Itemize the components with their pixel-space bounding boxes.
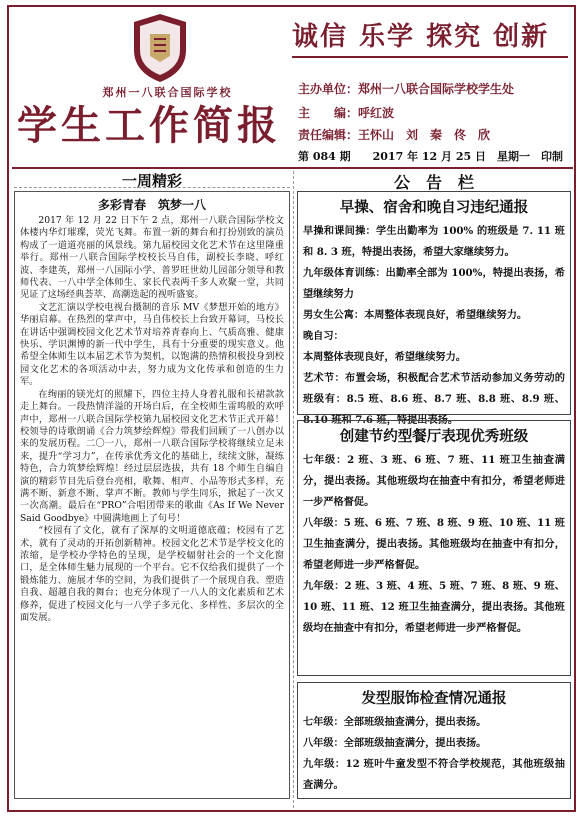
canteen-notice-item: 七年级：2 班、3 班、6 班、7 班、11 班卫生抽查满分，提出表扬。其他班级均在抽查中有扣分，希望老师进一步严格督促。 (303, 454, 565, 508)
discipline-notice-title: 早操、宿舍和晚自习违纪通报 (339, 199, 529, 216)
column-divider (293, 171, 294, 808)
article-paragraph-3: 在绚丽的镁光灯的照耀下，四位主持人身着礼服和长裙款款走上舞台。一段热情洋溢的开场白后，在全校师生雷鸣般的欢呼声中，郑州一八联合国际学校第九届校园文化艺术节正式开幕！校领导的诗歌朗诵《合力筑梦绘辉煌》带我们回顾了一八创办以来的发展历程。二〇一八，郑州一八联合国际学校将继续立足未来，提升“学习力”，在传承优秀文化的基础上，续续文脉，凝练特色，合力筑梦绘辉煌！经过层层选拔，共有 18 个师生自编自演的精彩节目先后登台亮相，歌舞、相声、小品等形式多样，充满不断、新意不断、掌声不断。教师与学生同乐，掀起了一次又一次高潮。最后在“PRO”合唱团带来的歌曲《As If We Never Said Goodbye》中圆满地画上了句号！ (20, 388, 284, 524)
motto-divider (292, 56, 568, 58)
left-heading-divider (14, 187, 290, 188)
dress-code-notice-title: 发型服饰检查情况通报 (361, 690, 507, 707)
school-motto: 诚信 乐学 探究 创新 (292, 22, 550, 52)
canteen-notice-title: 创建节约型餐厅表现优秀班级 (339, 428, 529, 445)
school-logo-icon (130, 12, 190, 84)
article-paragraph-2: 文艺汇演以学校电视台摄制的音乐 MV《梦想开始的地方》华丽启幕。在热烈的掌声中，马自伟校长上台致开幕词，马校长在讲话中强调校园文化艺术节对培养青春向上、气质高雅、健康快乐、学识渊博的新一代中学生，具有十分重要的现实意义。他希望全体师生以本届艺术节为契机，以饱满的热情积极投身到校园文化艺术的各项活动中去，努力成为文化传承和创造的生力军。 (20, 301, 284, 388)
weekly-highlights-article (14, 191, 290, 799)
discipline-notice-item: 早操和课间操：学生出勤率为 100% 的班级是 7. 11 班和 8. 3 班，特提出表扬，希望大家继续努力。 (303, 225, 565, 258)
editors-line: 责任编辑：王怀山 刘 秦 佟 欣 (298, 128, 491, 142)
article-paragraph-4: “校园有了文化，就有了深厚的文明道德底蕴；校园有了艺术，就有了灵动的开拓创新精神。校园文化艺术节是学校文化的浓缩，是学校办学特色的呈现，是学校辐射社会的一个文化窗口，是全体师生魅力展现的一个平台。它不仅给我们提供了一个锻炼能力、施展才华的空间，为我们提供了一个展现自我、塑造自我、超越自我的舞台；也充分体现了一八人的文化素质和艺术修养，促进了校园文化与一八学子多元化、多样性、多层次的全面发展。 (20, 525, 284, 623)
editor-line: 主 编：呼红波 (298, 106, 395, 120)
dress-code-notice-item: 七年级：全部班级抽查满分，提出表扬。 (303, 716, 487, 728)
discipline-notice-item: 九年级体育训练：出勤率全部为 100%，特提出表扬，希望继续努力 (303, 267, 565, 300)
school-name: 郑州一八联合国际学校 (102, 86, 233, 99)
article-title: 多彩青春 筑梦一八 (97, 198, 206, 212)
left-section-heading: 一周精彩 (121, 172, 182, 190)
canteen-notice-item: 八年级：5 班、6 班、7 班、8 班、9 班、10 班、11 班卫生抽查满分，提出表扬。其他班级均在抽查中有扣分，希望老师进一步严格督促。 (303, 517, 565, 571)
canteen-notice-item: 九年级：2 班、3 班、4 班、5 班、7 班、8 班、9 班、10 班、11 班、12 班卫生抽查满分，提出表扬。其他班级均在抽查中有扣分，希望老师进一步严格督促。 (303, 580, 565, 634)
page-title: 学生工作简报 (17, 102, 281, 149)
canteen-notice-box (297, 420, 571, 676)
discipline-notice-item: 男女生公寓：本周整体表现良好，希望继续努力。 (303, 309, 528, 321)
article-paragraph-1: 2017 年 12 月 22 日下午 2 点，郑州一八联合国际学校文体楼内华灯璀璨，荧光飞舞。布置一新的舞台和打扮别致的演员构成了一道道亮丽的风景线。第九届校园文化艺术节在这里隆重举行。郑州一八联合国际学校校长马自伟，副校长李晓、呼红波、李建英，郑州一八国际小学、普罗旺世幼儿园部分领导和教师代表、一八中学全体师生、家长代表两千多人欢聚一堂，共同见证了这场经典荟萃、高潮迭起的视听盛宴。 (20, 215, 284, 301)
discipline-notice-item: 本周整体表现良好，希望继续努力。 (303, 351, 466, 363)
sponsor-line: 主办单位：郑州一八联合国际学校学生处 (298, 82, 515, 96)
discipline-notice-box (297, 191, 571, 426)
dress-code-notice-item: 九年级：12 班叶牛童发型不符合学校规范，其他班级抽查满分。 (303, 758, 565, 791)
issue-info: 第 084 期 2017 年 12 月 25 日 星期一 印制 (298, 150, 563, 163)
header-divider (12, 167, 573, 169)
dress-code-notice-box (297, 682, 571, 799)
dress-code-notice-item: 八年级：全部班级抽查满分，提出表扬。 (303, 737, 487, 749)
bulletin-heading: 公 告 栏 (393, 173, 474, 192)
discipline-notice-item: 晚自习： (303, 330, 344, 342)
discipline-notice-item: 艺术节：布置会场，积极配合艺术节活动参加义务劳动的班级有：8.5 班、8.6 班、8.7 班、8.8 班、8.9 班、8.10 班和 7.6 班，特提出表扬。 (303, 372, 565, 426)
